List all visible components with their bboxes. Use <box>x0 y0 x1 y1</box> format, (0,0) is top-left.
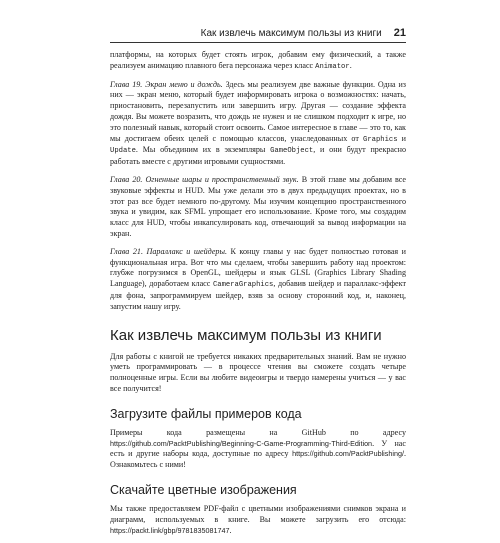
section-heading-color-images: Скачайте цветные изображения <box>110 482 297 497</box>
paragraph-chapter-19 <box>110 80 406 168</box>
packt-github-link[interactable]: https://github.com/PacktPublishing/ <box>292 449 404 459</box>
chapter-21-lead: Глава 21. Параллакс и шейдеры. <box>110 246 227 256</box>
download-text-2: . У нас есть и другие наборы кода, доступные по адресу <box>110 438 406 459</box>
section-heading-download-code: Загрузите файлы примеров кода <box>110 406 302 421</box>
github-repo-link[interactable]: https://github.com/PacktPublishing/Beginning-C-Game-Programming-Third-Edition <box>110 438 373 448</box>
code-gameobject: GameObject <box>270 147 314 156</box>
ch19-text-3: . Мы объединим их в экземпляры <box>135 145 271 155</box>
paragraph-color-images <box>110 504 406 536</box>
intro-end: . <box>349 60 352 70</box>
paragraph-download-code <box>110 428 406 471</box>
paragraph-intro <box>110 50 406 73</box>
ch19-text-1: Здесь мы реализуем две важные функции. Одна из них — экран меню, который будет информировать игрока о возможностях: начать, приостановить, перезапустить или завершить игру. Другая — создание эффекта дождя. Вы можете возразить, что дождь не нужен и не слишком подходит к игре, но это полезный навык, который стоит освоить. Самое интересное в главе — это то, как мы достигаем обеих целей с помощью классов, унаследованных от <box>110 79 406 143</box>
running-header <box>110 24 406 42</box>
code-graphics: Graphics <box>363 135 398 144</box>
ch21-text-1: К концу главы у нас будет полностью готовая и функциональная игра. Вот что мы сделаем, чтобы завершить работу над проектом: глубже погрузимся в OpenGL, шейдеры и язык GLSL (Graphics Library Shading Language), доработаем класс <box>110 246 406 289</box>
color-images-text-1: Мы также предоставляем PDF-файл с цветными изображениями снимков экрана и диаграмм, используемых в книге. Вы можете загрузить его отсюда: <box>110 503 406 524</box>
intro-text: платформы, на которых будет стоять игрок, добавим ему физический, а также реализуем анимацию плавного бега персонажа через класс <box>110 50 406 70</box>
page-content <box>110 50 406 543</box>
color-images-text-2: . <box>229 525 232 535</box>
code-animator: Animator <box>315 62 350 71</box>
section-heading-how-to: Как извлечь максимум пользы из книги <box>110 326 382 344</box>
ch21-text-2: , добавив шейдер и параллакс-эффект для фона, запрограммируем шейдер, взяв за основу сторонний код, и, наконец, запустим нашу игру. <box>110 279 406 311</box>
code-cameragraphics: CameraGraphics <box>212 281 274 290</box>
page-number: 21 <box>393 27 406 39</box>
ch19-text-2: и <box>397 133 407 143</box>
ch20-text: В этой главе мы добавим все звуковые эффекты и HUD. Мы уже делали это в двух предыдущих проектах, но в этот раз все будет немного по-другому. Мы изучим концепцию пространственного звука и увидим, как SFML упрощает его использование. Кроме того, мы создадим класс для HUD, чтобы инкапсулировать код, отвечающий за вывод информации на экран. <box>110 174 407 238</box>
paragraph-chapter-21 <box>110 247 406 313</box>
download-text-1: Примеры кода размещены на GitHub по адресу <box>110 427 406 437</box>
color-images-link[interactable]: https://packt.link/gbp/9781835081747 <box>110 525 230 535</box>
header-title: Как извлечь максимум пользы из книги <box>200 27 382 39</box>
paragraph-chapter-20 <box>110 175 406 240</box>
paragraph-how-to: Для работы с книгой не требуется никаких предварительных знаний. Вам не нужно уметь программировать — в процессе чтения вы сможете создать четыре полноценные игры. Если вы любите видеоигры и твердо намерены учиться — у вас все получится! <box>110 351 406 393</box>
chapter-19-lead: Глава 19. Экран меню и дождь. <box>110 79 223 89</box>
chapter-20-lead: Глава 20. Огненные шары и пространственный звук. <box>110 174 299 184</box>
header-rule <box>110 42 406 43</box>
ch19-text-4: , и они будут прекрасно работать вместе с другими игровыми сущностями. <box>110 145 406 167</box>
download-text-3: . Ознакомьтесь с ними! <box>110 449 406 470</box>
code-update: Update <box>110 147 136 156</box>
